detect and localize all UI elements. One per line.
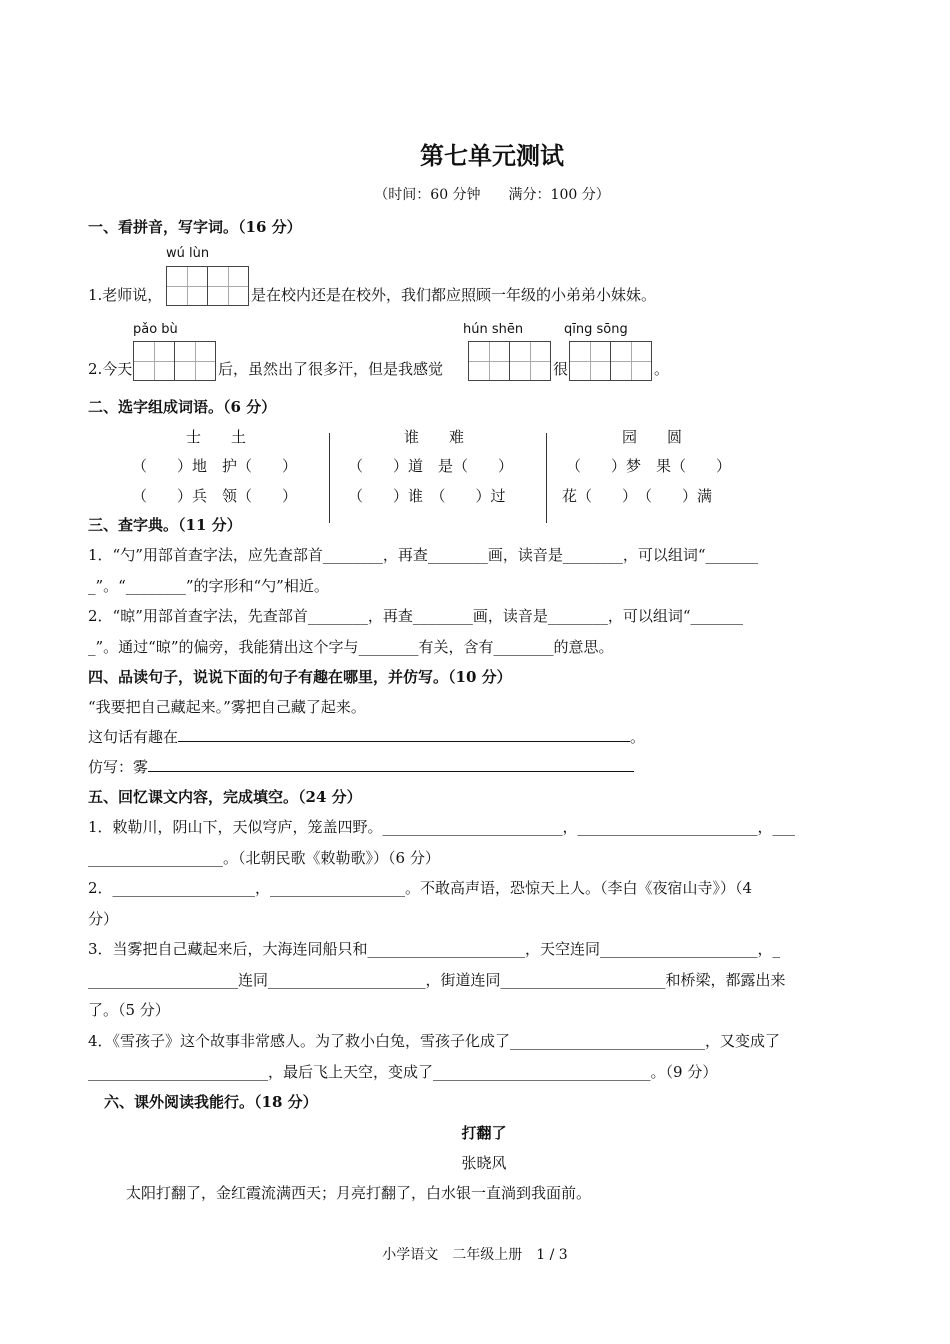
q2-prefix: 2.今天 bbox=[88, 360, 133, 378]
divider bbox=[329, 433, 330, 523]
s3-line4: _”。通过“晾”的偏旁，我能猜出这个字与________有关，含有________的意思。 bbox=[88, 638, 614, 656]
writing-box[interactable] bbox=[207, 266, 249, 306]
poem-line-1: 太阳打翻了，金红霞流满西天；月亮打翻了，白水银一直淌到我面前。 bbox=[126, 1184, 592, 1202]
s4-line2 bbox=[88, 756, 634, 777]
writing-box[interactable] bbox=[174, 341, 216, 381]
section-5-heading: 五、回忆课文内容，完成填空。（24 分） bbox=[88, 788, 362, 806]
pinyin-hunshen: hún shēn bbox=[463, 322, 524, 337]
group2-row1: （ ）道 是（ ） bbox=[348, 457, 514, 475]
page-footer: 小学语文 二年级上册 1 / 3 bbox=[382, 1247, 568, 1263]
q2-mid2: 很 bbox=[553, 360, 569, 378]
section-6-heading: 六、课外阅读我能行。（18 分） bbox=[104, 1093, 318, 1111]
group2-chars: 谁 难 bbox=[404, 428, 465, 446]
s4-line2-prefix: 仿写：雾 bbox=[88, 758, 149, 776]
section-3-heading: 三、查字典。（11 分） bbox=[88, 516, 242, 534]
pinyin-qingsong: qīng sōng bbox=[564, 322, 628, 337]
writing-box[interactable] bbox=[569, 341, 611, 381]
poem-author: 张晓风 bbox=[461, 1154, 507, 1172]
page-subtitle: （时间：60 分钟 满分：100 分） bbox=[374, 187, 610, 203]
s5-q1-line2: __________________。（北朝民歌《敕勒歌》）（6 分） bbox=[88, 849, 440, 867]
pinyin-paobu: pǎo bù bbox=[133, 322, 178, 337]
writing-box[interactable] bbox=[468, 341, 510, 381]
s4-line1 bbox=[88, 726, 645, 747]
s5-q3-line3: 了。（5 分） bbox=[88, 1001, 170, 1019]
writing-box[interactable] bbox=[166, 266, 208, 306]
writing-box[interactable] bbox=[133, 341, 175, 381]
s4-line1-prefix: 这句话有趣在 bbox=[88, 728, 179, 746]
s5-q2-line1: 2．___________________，__________________。不敢高声语，恐惊天上人。（李白《夜宿山寺》）（4 bbox=[88, 879, 753, 897]
s3-line2: _”。“________”的字形和“勺”相近。 bbox=[88, 577, 329, 595]
page-title: 第七单元测试 bbox=[420, 141, 564, 170]
group1-chars: 士 土 bbox=[186, 428, 247, 446]
s4-quote: “我要把自己藏起来。”雾把自己藏了起来。 bbox=[88, 698, 366, 716]
s5-q4-line2: ________________________，最后飞上天空，变成了_____________________________。（9 分） bbox=[88, 1063, 718, 1081]
group3-row1: （ ）梦 果（ ） bbox=[566, 457, 732, 475]
writing-box[interactable] bbox=[509, 341, 551, 381]
s5-q3-line2: ____________________连同_____________________，街道连同______________________和桥梁，都露出来 bbox=[88, 971, 786, 989]
poem-title: 打翻了 bbox=[461, 1124, 507, 1142]
s5-q4-line1: 4．《雪孩子》这个故事非常感人。为了救小白兔，雪孩子化成了__________________________，又变成了 bbox=[88, 1032, 781, 1050]
group1-row1: （ ）地 护（ ） bbox=[132, 457, 298, 475]
group1-row2: （ ）兵 领（ ） bbox=[132, 487, 298, 505]
section-2-heading: 二、选字组成词语。（6 分） bbox=[88, 398, 277, 416]
q2-end: 。 bbox=[654, 360, 670, 378]
group2-row2: （ ）谁 （ ）过 bbox=[348, 487, 506, 505]
writing-box[interactable] bbox=[610, 341, 652, 381]
divider bbox=[546, 433, 547, 523]
q1-prefix: 1.老师说， bbox=[88, 286, 163, 304]
group3-row2: 花（ ） （ ）满 bbox=[562, 487, 713, 505]
s5-q1-line1: 1．敕勒川，阴山下，天似穹庐，笼盖四野。________________________，________________________，___ bbox=[88, 818, 796, 836]
section-1-heading: 一、看拼音，写字词。（16 分） bbox=[88, 218, 302, 236]
pinyin-wulun: wú lùn bbox=[166, 246, 210, 261]
s3-line3: 2．“晾”用部首查字法，先查部首________，再查________画，读音是________，可以组词“_______ bbox=[88, 607, 744, 625]
answer-blank[interactable] bbox=[148, 757, 634, 772]
s3-line1: 1．“勺”用部首查字法，应先查部首________，再查________画，读音是________，可以组词“_______ bbox=[88, 546, 759, 564]
answer-blank[interactable] bbox=[178, 727, 630, 742]
q1-suffix: 是在校内还是在校外，我们都应照顾一年级的小弟弟小妹妹。 bbox=[251, 286, 657, 304]
q2-mid1: 后，虽然出了很多汗，但是我感觉 bbox=[218, 360, 444, 378]
s5-q2-line2: 分） bbox=[88, 910, 119, 928]
section-4-heading: 四、品读句子，说说下面的句子有趣在哪里，并仿写。（10 分） bbox=[88, 668, 512, 686]
s5-q3-line1: 3．当雾把自己藏起来后，大海连同船只和_____________________，天空连同_____________________，_ bbox=[88, 940, 781, 958]
s4-line1-end: 。 bbox=[630, 728, 646, 746]
group3-chars: 园 圆 bbox=[622, 428, 683, 446]
